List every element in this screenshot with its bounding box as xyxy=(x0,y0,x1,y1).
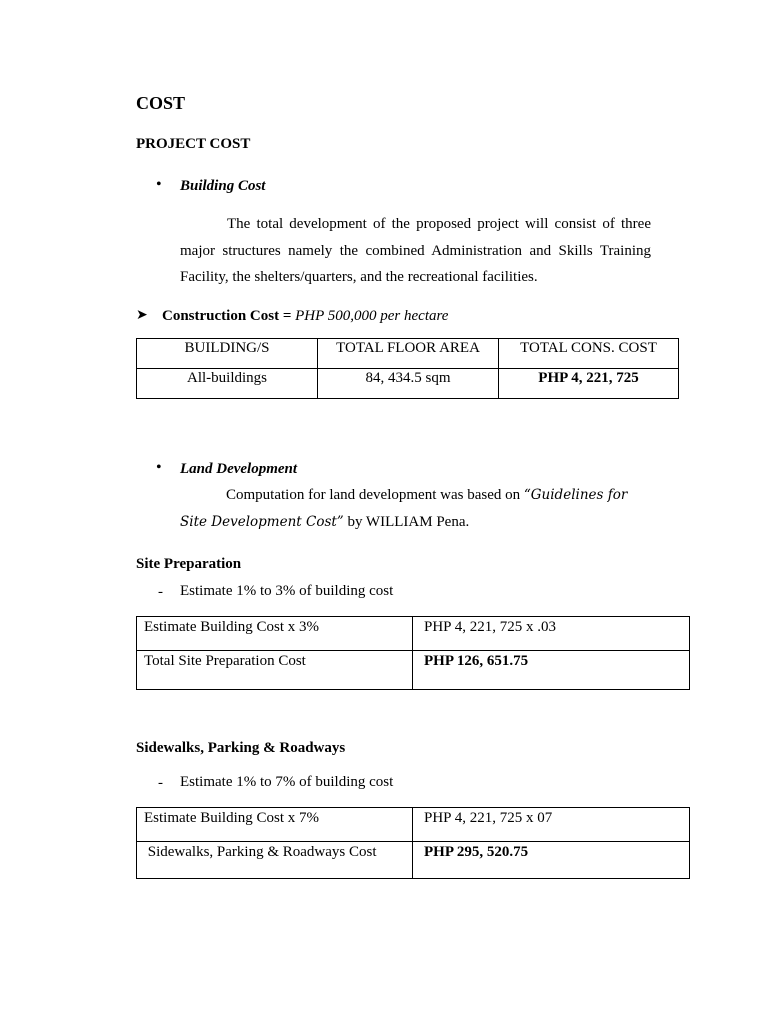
paragraph-line-2: major structures namely the combined Administration and Skills Training xyxy=(180,243,651,259)
sidewalks-table xyxy=(136,807,690,879)
table-cell: Total Site Preparation Cost xyxy=(137,651,413,690)
table-cell: All-buildings xyxy=(137,369,318,399)
site-preparation-heading: Site Preparation xyxy=(136,556,242,572)
table-cell: PHP 4, 221, 725 xyxy=(499,369,679,399)
land-development-line-2 xyxy=(180,514,469,531)
construction-cost-label: Construction Cost = xyxy=(162,308,296,324)
building-cost-label: Building Cost xyxy=(180,178,266,194)
table-cell: PHP 4, 221, 725 x .03 xyxy=(413,617,690,651)
table-cell: 84, 434.5 sqm xyxy=(318,369,499,399)
table-cell: Sidewalks, Parking & Roadways Cost xyxy=(137,842,413,879)
table-row xyxy=(137,369,679,399)
bullet-icon: • xyxy=(156,176,162,193)
table-header-cell: TOTAL FLOOR AREA xyxy=(318,339,499,369)
table-row xyxy=(137,617,690,651)
guidelines-reference: Site Development Cost” xyxy=(180,514,344,530)
table-cell: PHP 126, 651.75 xyxy=(413,651,690,690)
table-header-cell: TOTAL CONS. COST xyxy=(499,339,679,369)
sidewalks-heading: Sidewalks, Parking & Roadways xyxy=(136,740,346,756)
table-cell: PHP 4, 221, 725 x 07 xyxy=(413,808,690,842)
construction-cost-table xyxy=(136,338,679,399)
table-row xyxy=(137,808,690,842)
paragraph-line-3: Facility, the shelters/quarters, and the recreational facilities. xyxy=(180,269,538,285)
table-cell: Estimate Building Cost x 7% xyxy=(137,808,413,842)
table-row xyxy=(137,651,690,690)
section-heading: PROJECT COST xyxy=(136,136,251,152)
table-header-row xyxy=(137,339,679,369)
table-header-cell: BUILDING/S xyxy=(137,339,318,369)
construction-cost-rate: PHP 500,000 per hectare xyxy=(295,308,449,324)
site-preparation-note: Estimate 1% to 3% of building cost xyxy=(180,583,394,599)
guidelines-reference: “Guidelines for xyxy=(523,487,628,503)
dash-bullet: - xyxy=(158,584,163,600)
land-development-label: Land Development xyxy=(180,461,298,477)
construction-cost-line xyxy=(162,308,448,325)
table-row xyxy=(137,842,690,879)
table-cell: Estimate Building Cost x 3% xyxy=(137,617,413,651)
land-development-text: Computation for land development was based on xyxy=(226,487,524,503)
table-cell: PHP 295, 520.75 xyxy=(413,842,690,879)
paragraph-line-1: The total development of the proposed project will consist of three xyxy=(227,216,651,232)
land-development-author: by WILLIAM Pena. xyxy=(343,514,470,530)
dash-bullet: - xyxy=(158,775,163,791)
land-development-line-1 xyxy=(226,487,627,504)
bullet-icon: • xyxy=(156,459,162,476)
page-title: COST xyxy=(136,93,186,113)
arrow-bullet-icon: ➤ xyxy=(136,308,148,323)
sidewalks-note: Estimate 1% to 7% of building cost xyxy=(180,774,394,790)
site-preparation-table xyxy=(136,616,690,690)
